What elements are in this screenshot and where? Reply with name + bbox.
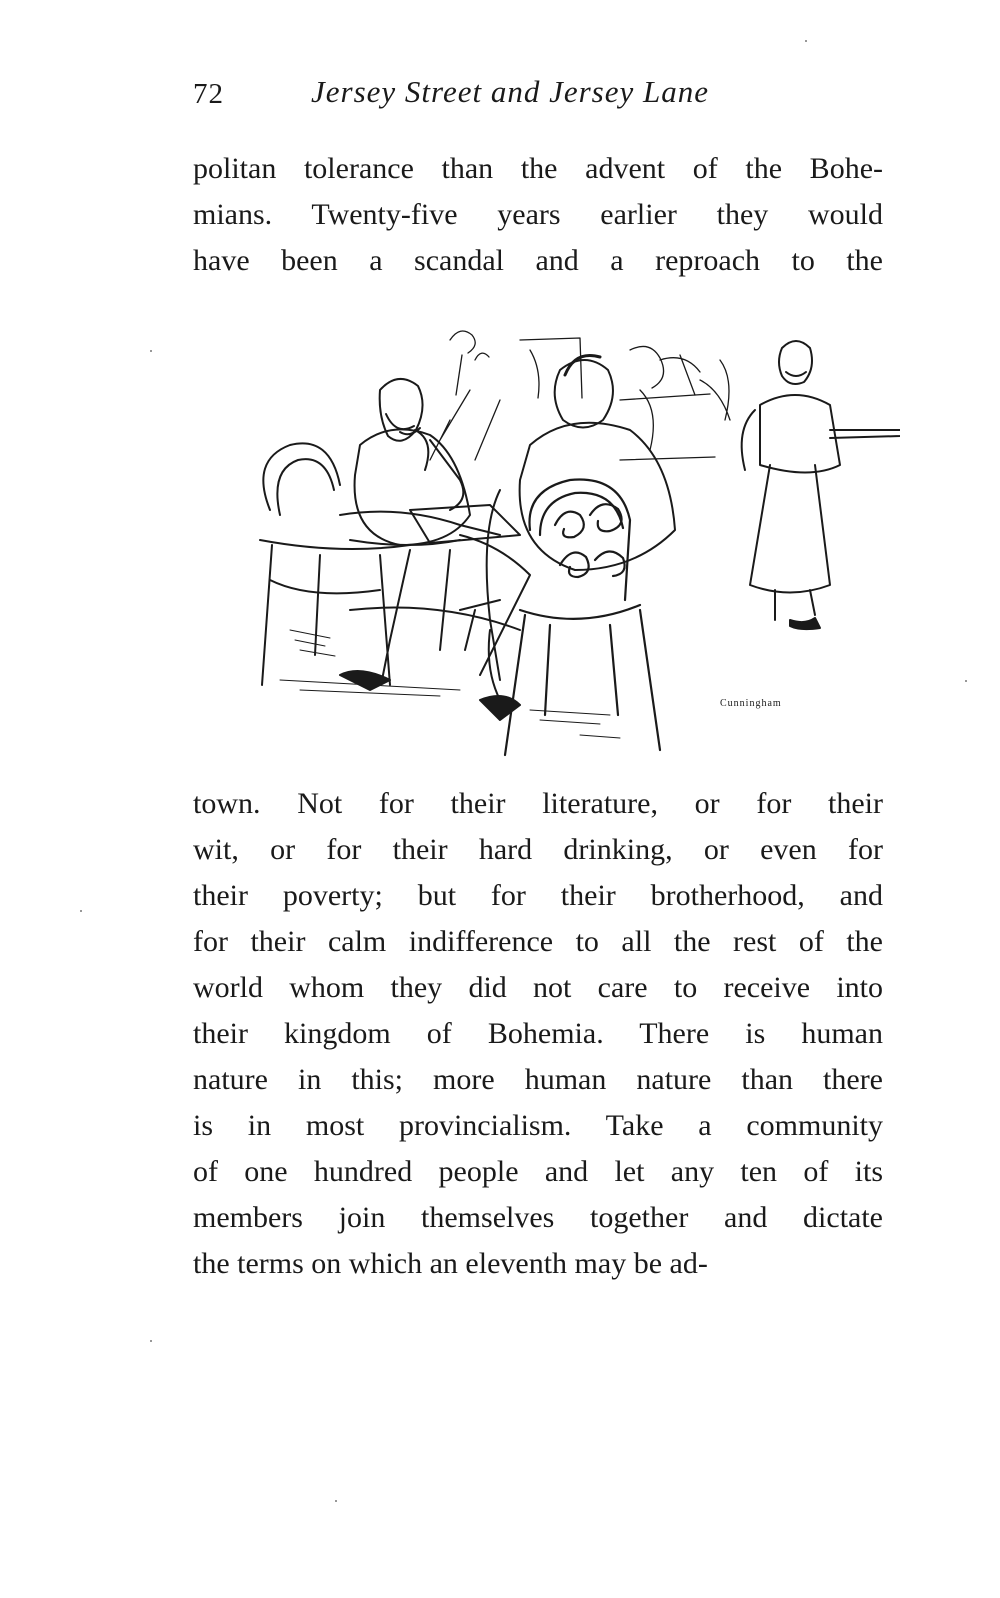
page-number: 72 (193, 78, 224, 110)
paper-speck (335, 1500, 337, 1502)
text-line: mians. Twenty-five years earlier they would (193, 198, 883, 231)
text-line: nature in this; more human nature than there (193, 1063, 883, 1096)
paper-speck (965, 680, 967, 682)
text-line: politan tolerance than the advent of the Bohe- (193, 152, 883, 185)
paper-speck (150, 1340, 152, 1342)
seated-woman (480, 355, 675, 720)
paper-speck (80, 910, 82, 912)
text-line: their poverty; but for their brotherhood, and (193, 879, 883, 912)
text-line: their kingdom of Bohemia. There is human (193, 1017, 883, 1050)
paper-speck (150, 350, 152, 352)
text-line: of one hundred people and let any ten of its (193, 1155, 883, 1188)
text-line: members join themselves together and dictate (193, 1201, 883, 1234)
running-header (193, 70, 883, 118)
text-line: for their calm indifference to all the rest of the (193, 925, 883, 958)
left-chair (260, 443, 410, 685)
background-crowd (430, 331, 730, 460)
running-title: Jersey Street and Jersey Lane (311, 74, 709, 109)
text-line: have been a scandal and a reproach to the (193, 244, 883, 277)
text-line: wit, or for their hard drinking, or even for (193, 833, 883, 866)
cafe-table (350, 505, 520, 630)
text-line: world whom they did not care to receive into (193, 971, 883, 1004)
artist-signature: Cunningham (720, 698, 782, 709)
paper-speck (805, 40, 807, 42)
text-line: town. Not for their literature, or for their (193, 787, 883, 820)
waiter (742, 341, 900, 629)
text-line: the terms on which an eleventh may be ad- (193, 1247, 708, 1280)
floor-hatching (280, 630, 620, 738)
text-line: is in most provincialism. Take a community (193, 1109, 883, 1142)
paragraph-top (193, 146, 883, 284)
seated-man (340, 379, 530, 690)
cafe-illustration (200, 280, 900, 770)
paragraph-bottom (193, 781, 883, 1287)
